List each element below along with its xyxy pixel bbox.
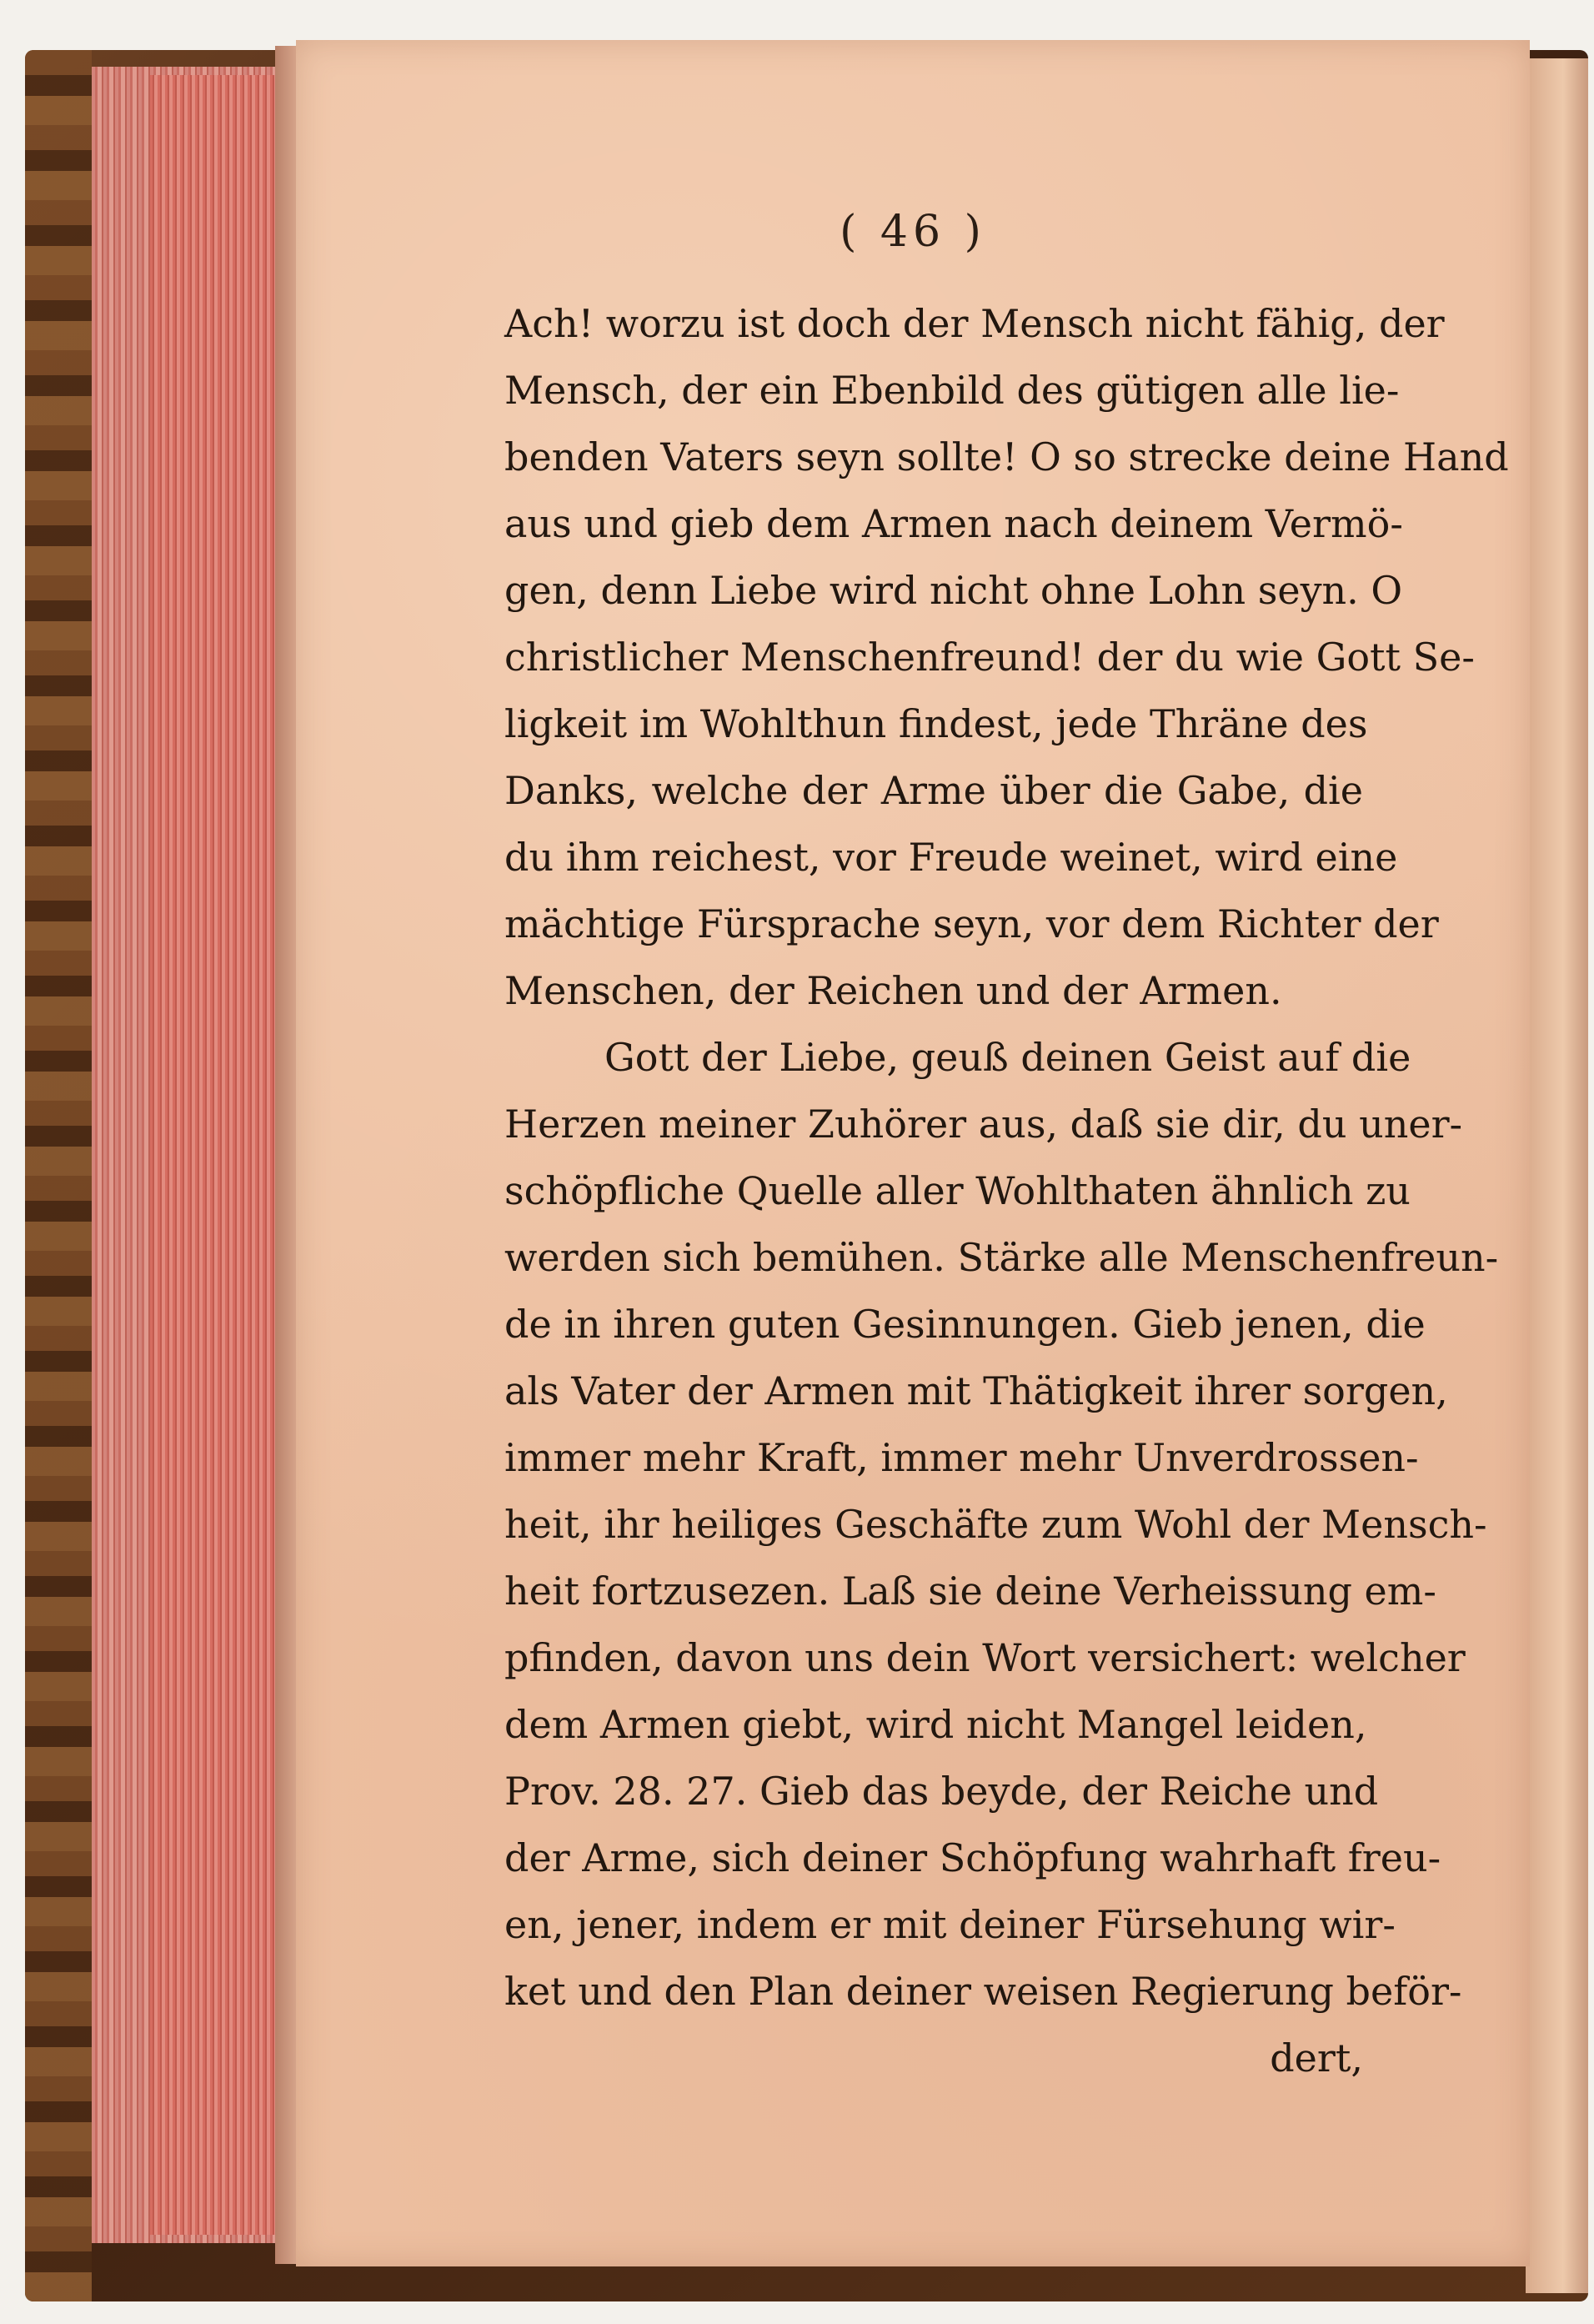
text-line: gen, denn Liebe wird nicht ohne Lohn seyn. O xyxy=(504,568,1403,613)
text-line: Menschen, der Reichen und der Armen. xyxy=(504,968,1282,1013)
text-line: werden sich bemühen. Stärke alle Menschenfreun- xyxy=(504,1235,1499,1280)
text-line: als Vater der Armen mit Thätigkeit ihrer sorgen, xyxy=(504,1368,1448,1413)
text-line: heit fortzusezen. Laß sie deine Verheissung em- xyxy=(504,1569,1436,1614)
text-line: pfinden, davon uns dein Wort versichert: welcher xyxy=(504,1635,1466,1680)
text-line: en, jener, indem er mit deiner Fürsehung wir- xyxy=(504,1902,1396,1947)
text-line: benden Vaters seyn sollte! O so strecke deine Hand xyxy=(504,434,1509,479)
text-line: ket und den Plan deiner weisen Regierung beför- xyxy=(504,1969,1462,2014)
page-number: ( 46 ) xyxy=(840,207,986,257)
text-line: de in ihren guten Gesinnungen. Gieb jenen, die xyxy=(504,1302,1426,1347)
text-line: aus und gieb dem Armen nach deinem Vermö- xyxy=(504,501,1403,546)
book-page xyxy=(296,40,1530,2266)
text-line: dem Armen giebt, wird nicht Mangel leiden, xyxy=(504,1702,1367,1747)
page-text-block xyxy=(504,290,1509,2091)
catchword: dert, xyxy=(1270,2035,1363,2081)
text-line: christlicher Menschenfreund! der du wie Gott Se- xyxy=(504,635,1475,680)
text-line: Mensch, der ein Ebenbild des gütigen alle lie- xyxy=(504,368,1400,413)
text-line: immer mehr Kraft, immer mehr Unverdrossen- xyxy=(504,1435,1419,1480)
facing-page-edge xyxy=(1526,58,1588,2293)
text-line: Herzen meiner Zuhörer aus, daß sie dir, du uner- xyxy=(504,1102,1463,1147)
text-line: Ach! worzu ist doch der Mensch nicht fähig, der xyxy=(504,301,1445,346)
text-line: der Arme, sich deiner Schöpfung wahrhaft freu- xyxy=(504,1835,1441,1880)
text-line: Prov. 28. 27. Gieb das beyde, der Reiche und xyxy=(504,1769,1379,1814)
text-line: mächtige Fürsprache seyn, vor dem Richter der xyxy=(504,901,1439,946)
text-line: heit, ihr heiliges Geschäfte zum Wohl der Mensch- xyxy=(504,1502,1487,1547)
text-line: ligkeit im Wohlthun findest, jede Thräne des xyxy=(504,701,1368,746)
book-spine-edge xyxy=(25,50,92,2301)
text-line: Gott der Liebe, geuß deinen Geist auf die xyxy=(604,1035,1411,1080)
text-line: schöpfliche Quelle aller Wohlthaten ähnlich zu xyxy=(504,1168,1411,1213)
text-line: Danks, welche der Arme über die Gabe, die xyxy=(504,768,1363,813)
text-line: du ihm reichest, vor Freude weinet, wird eine xyxy=(504,835,1398,880)
red-page-edges-inner xyxy=(150,75,292,2235)
